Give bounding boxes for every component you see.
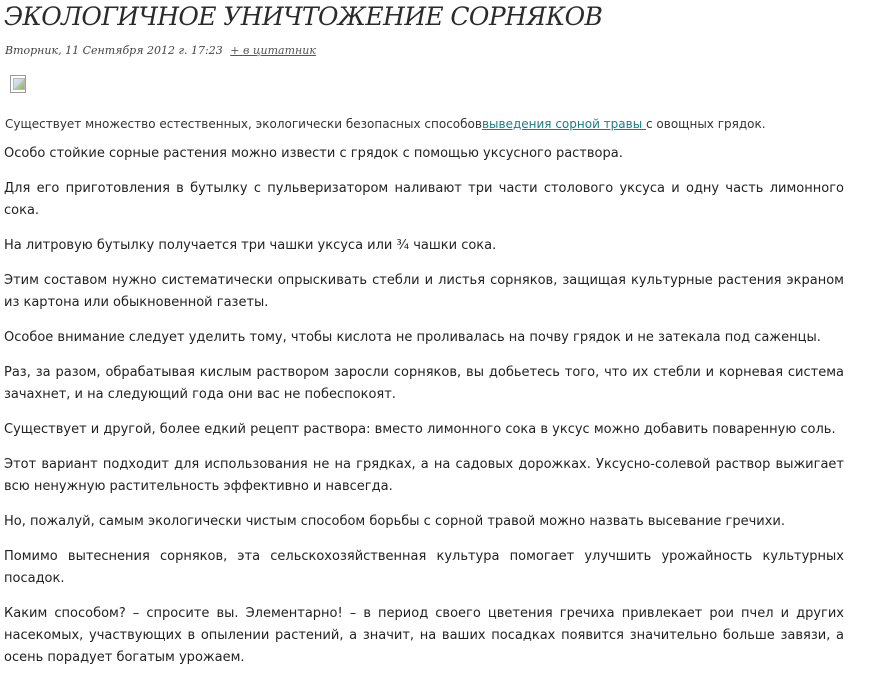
paragraph: Но, пожалуй, самым экологически чистым способом борьбы с сорной травой можно назвать высевание гречихи. xyxy=(4,514,786,529)
lead-text-after: с овощных грядок. xyxy=(646,117,766,131)
lead-text-before: Существует множество естественных, экологически безопасных способов xyxy=(5,117,482,131)
paragraph: На литровую бутылку получается три чашки уксуса или ¾ чашки сока. xyxy=(4,238,497,253)
paragraph: Особо стойкие сорные растения можно извести с грядок с помощью уксусного раствора. xyxy=(4,146,623,161)
broken-image-icon xyxy=(10,75,26,93)
weed-removal-link[interactable]: выведения сорной травы xyxy=(481,117,647,131)
article-body xyxy=(4,143,844,682)
paragraph: Существует и другой, более едкий рецепт раствора: вместо лимонного сока в уксус можно добавить поваренную соль. xyxy=(4,422,836,437)
post-meta xyxy=(5,44,316,57)
paragraph: Для его приготовления в бутылку с пульверизатором наливают три части столового уксуса и одну часть лимонного сока. xyxy=(4,181,844,218)
paragraph: Этим составом нужно систематически опрыскивать стебли и листья сорняков, защищая культурные растения экраном из картона или обыкновенной газеты. xyxy=(4,273,844,310)
paragraph: Каким способом? – спросите вы. Элементарно! – в период своего цветения гречиха привлекает рои пчел и других насекомых, участвующих в опылении растений, а значит, на ваших посадках появится значительно больше завязи, а осень порадует богатым урожаем. xyxy=(4,606,844,665)
post-title: ЭКОЛОГИЧНОЕ УНИЧТОЖЕНИЕ СОРНЯКОВ xyxy=(4,2,603,31)
paragraph: Этот вариант подходит для использования не на грядках, а на садовых дорожках. Уксусно-солевой раствор выжигает всю ненужную растительность эффективно и навсегда. xyxy=(4,457,844,494)
paragraph: Раз, за разом, обрабатывая кислым раствором заросли сорняков, вы добьетесь того, что их стебли и корневая система зачахнет, и на следующий года они вас не побеспокоят. xyxy=(4,365,844,402)
paragraph: Особое внимание следует уделить тому, чтобы кислота не проливалась на почву грядок и не затекала под саженцы. xyxy=(4,330,821,345)
paragraph: Помимо вытеснения сорняков, эта сельскохозяйственная культура помогает улучшить урожайность культурных посадок. xyxy=(4,549,844,586)
post-date: Вторник, 11 Сентября 2012 г. 17:23 xyxy=(5,44,223,57)
lead-paragraph xyxy=(5,117,766,131)
add-to-quotes-link[interactable]: + в цитатник xyxy=(230,44,316,57)
